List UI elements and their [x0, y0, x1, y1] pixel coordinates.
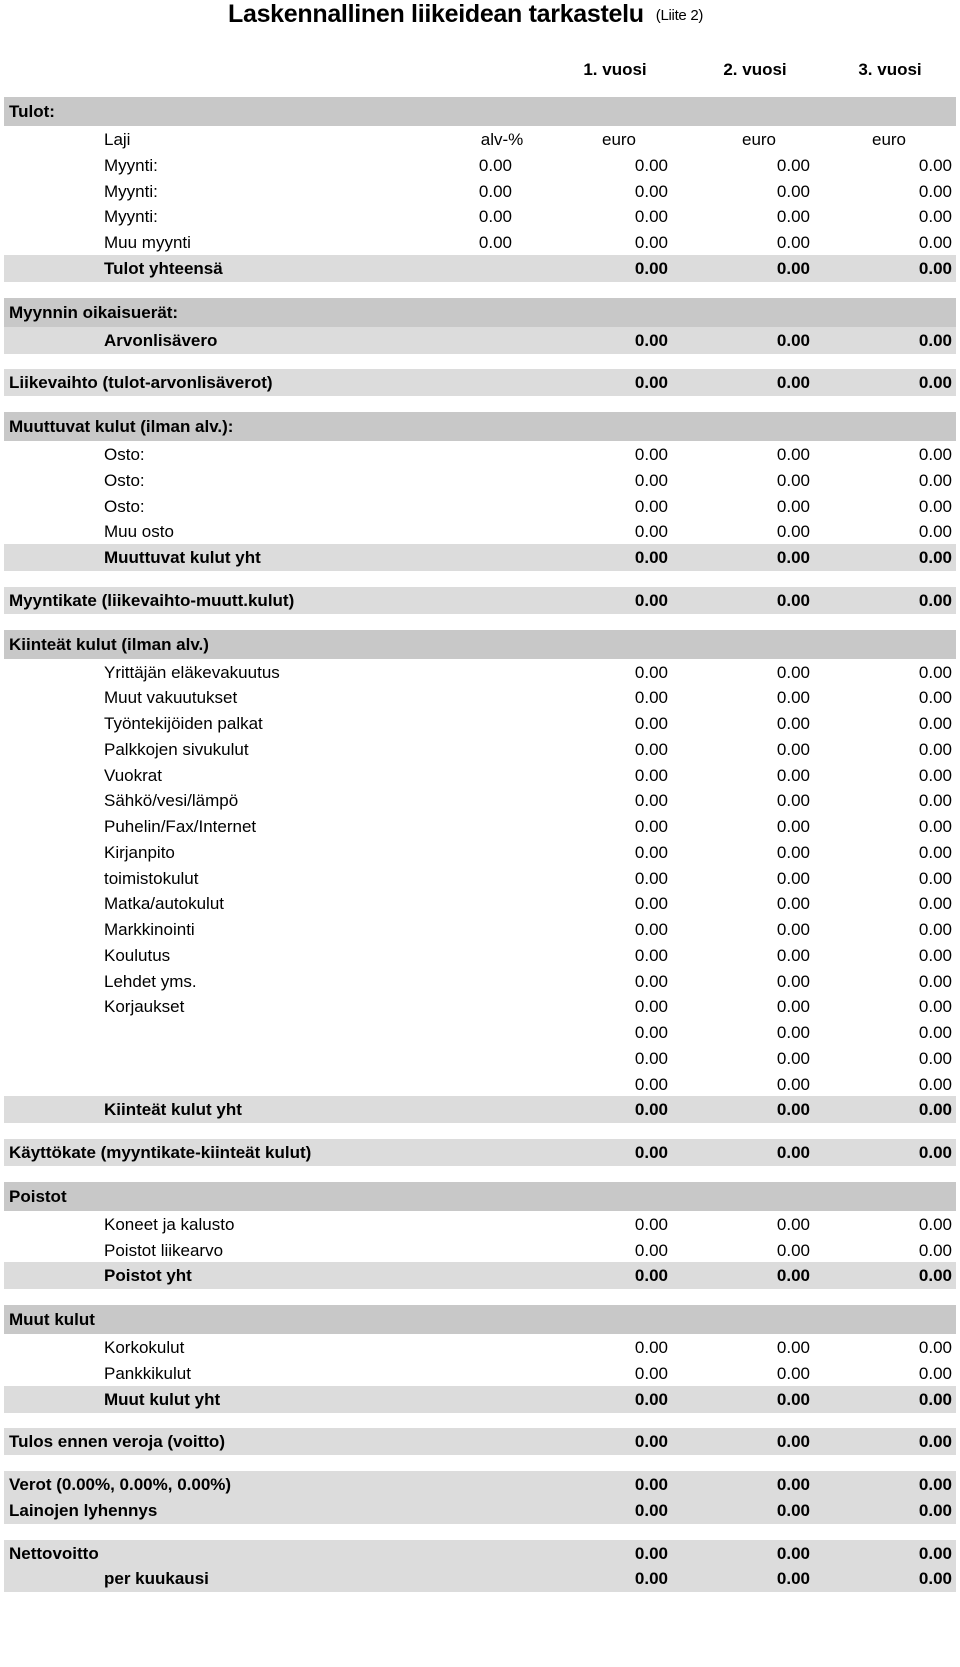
value-cell-year-1: 0.00: [634, 373, 668, 393]
value-cell-year-1: 0.00: [634, 1266, 668, 1286]
table-row: [4, 1565, 956, 1592]
row-label-korkokulut: Korkokulut: [104, 1338, 185, 1357]
value-cell-year-3: 0.00: [918, 765, 952, 785]
row-label-sähkö-vesi-lämpö: Sähkö/vesi/lämpö: [104, 791, 239, 811]
table-row: [4, 327, 956, 354]
value-cell-year-2: 0.00: [776, 1500, 810, 1520]
value-cell-year-2: 0.00: [776, 258, 810, 278]
value-cell-year-2: 0.00: [776, 894, 810, 914]
value-cell-year-1: 0.00: [634, 470, 668, 490]
value-cell-year-3: 0.00: [918, 714, 952, 733]
value-cell-year-3: 0.00: [918, 1240, 952, 1260]
row-label-tulos-ennen-veroja-voitto: Tulos ennen veroja (voitto): [9, 1432, 225, 1452]
value-cell-year-1: 0.00: [634, 1048, 668, 1068]
value-cell-year-3: 0.00: [918, 1500, 952, 1520]
table-row: [4, 518, 956, 545]
value-cell-year-1: 0.00: [634, 181, 668, 201]
value-cell-year-1: 0.00: [634, 1363, 668, 1383]
row-label-muut-kulut: Muut kulut: [9, 1310, 95, 1329]
vat-cell: 0.00: [478, 233, 512, 252]
section-header: [4, 97, 956, 126]
table-row: [4, 942, 956, 969]
table-row: [4, 1045, 956, 1072]
value-cell-year-2: 0.00: [776, 1389, 810, 1409]
table-row: [4, 587, 956, 614]
value-cell-year-1: 0.00: [634, 791, 668, 811]
row-label-kirjanpito: Kirjanpito: [104, 842, 175, 862]
value-cell-year-1: 0.00: [634, 817, 668, 836]
vat-cell: 0.00: [478, 207, 512, 227]
value-cell-year-1: 0.00: [634, 1432, 668, 1452]
row-label-tulot: Tulot:: [9, 102, 55, 121]
table-row: [4, 890, 956, 917]
value-cell-year-2: 0.00: [776, 373, 810, 393]
row-label-verot-0-00-0-00-0-00: Verot (0.00%, 0.00%, 0.00%): [9, 1475, 232, 1494]
table-row: [4, 255, 956, 282]
table-row: [4, 710, 956, 737]
value-cell-year-3: 0.00: [918, 207, 952, 227]
value-cell-year-1: 0.00: [634, 688, 668, 708]
table-row: [4, 865, 956, 892]
year-header-1: 1. vuosi: [583, 60, 647, 79]
value-cell-year-1: 0.00: [634, 1543, 668, 1563]
value-cell-year-1: 0.00: [634, 920, 668, 939]
value-cell-year-2: 0.00: [776, 1363, 810, 1383]
table-row: [4, 839, 956, 866]
value-cell-year-3: 0.00: [918, 662, 952, 682]
value-cell-year-2: 0.00: [776, 868, 810, 888]
value-cell-year-2: 0.00: [776, 1432, 810, 1452]
value-cell-year-2: 0.00: [776, 155, 810, 175]
section-header: [4, 412, 956, 441]
value-cell-year-3: 0.00: [918, 590, 952, 610]
value-cell-year-1: 0.00: [634, 842, 668, 862]
row-label-osto: Osto:: [104, 470, 145, 490]
value-cell-year-1: 0.00: [634, 1475, 668, 1494]
row-label-lehdet-yms: Lehdet yms.: [104, 971, 197, 991]
value-cell-year-3: 0.00: [918, 1432, 952, 1452]
table-row: [4, 736, 956, 763]
value-cell-year-1: 0.00: [634, 1338, 668, 1357]
value-cell-year-3: 0.00: [918, 894, 952, 914]
row-label-muu-osto: Muu osto: [104, 522, 174, 542]
table-row: [4, 659, 956, 686]
section-header: [4, 1305, 956, 1334]
value-cell-year-1: 0.00: [634, 207, 668, 227]
row-label-koneet-ja-kalusto: Koneet ja kalusto: [104, 1214, 235, 1234]
value-cell-year-3: 0.00: [918, 233, 952, 252]
table-row: [4, 441, 956, 468]
year-header-2: 2. vuosi: [723, 60, 787, 79]
table-row: [4, 1334, 956, 1361]
row-label-palkkojen-sivukulut: Palkkojen sivukulut: [104, 739, 249, 759]
row-label-lainojen-lyhennys: Lainojen lyhennys: [9, 1500, 158, 1520]
value-cell-year-2: 0.00: [776, 1100, 810, 1120]
value-cell-year-3: 0.00: [918, 445, 952, 464]
value-cell-year-1: 0.00: [634, 945, 668, 965]
column-header: euro: [741, 130, 777, 149]
value-cell-year-3: 0.00: [918, 330, 952, 350]
value-cell-year-1: 0.00: [634, 894, 668, 914]
table-row: [4, 1386, 956, 1413]
value-cell-year-2: 0.00: [776, 330, 810, 350]
row-label-myynnin-oikaisuerät: Myynnin oikaisuerät:: [9, 302, 179, 322]
value-cell-year-3: 0.00: [918, 1100, 952, 1120]
row-label-matka-autokulut: Matka/autokulut: [104, 894, 225, 914]
row-label-käyttökate-myyntikate-kiinteät-kulut: Käyttökate (myyntikate-kiinteät kulut): [9, 1143, 312, 1162]
table-row: [4, 229, 956, 256]
value-cell-year-3: 0.00: [918, 1048, 952, 1068]
value-cell-year-2: 0.00: [776, 662, 810, 682]
value-cell-year-3: 0.00: [918, 470, 952, 490]
title-text: Laskennallinen liikeidean tarkastelu: [228, 0, 644, 28]
section-header: [4, 1182, 956, 1211]
row-label-muu-myynti: Muu myynti: [104, 233, 191, 252]
value-cell-year-1: 0.00: [634, 765, 668, 785]
row-label-myynti: Myynti:: [104, 181, 158, 201]
value-cell-year-1: 0.00: [634, 1240, 668, 1260]
table-row: [4, 467, 956, 494]
value-cell-year-2: 0.00: [776, 1338, 810, 1357]
value-cell-year-3: 0.00: [918, 1074, 952, 1094]
row-label-muut-vakuutukset: Muut vakuutukset: [104, 688, 238, 708]
table-row: [4, 369, 956, 396]
table-row: [4, 968, 956, 995]
table-row: [4, 1262, 956, 1289]
value-cell-year-2: 0.00: [776, 920, 810, 939]
vat-cell: 0.00: [478, 155, 512, 175]
row-label-puhelin-fax-internet: Puhelin/Fax/Internet: [104, 817, 257, 836]
row-label-koulutus: Koulutus: [104, 945, 171, 965]
table-row: [4, 1096, 956, 1123]
value-cell-year-2: 0.00: [776, 1074, 810, 1094]
value-cell-year-1: 0.00: [634, 1143, 668, 1162]
value-cell-year-1: 0.00: [634, 1569, 668, 1589]
row-label-tulot-yhteensä: Tulot yhteensä: [104, 258, 223, 278]
value-cell-year-3: 0.00: [918, 496, 952, 516]
value-cell-year-1: 0.00: [634, 1214, 668, 1234]
value-cell-year-1: 0.00: [634, 590, 668, 610]
value-cell-year-1: 0.00: [634, 1500, 668, 1520]
row-label-poistot-liikearvo: Poistot liikearvo: [104, 1240, 224, 1260]
value-cell-year-3: 0.00: [918, 1023, 952, 1042]
row-label-arvonlisävero: Arvonlisävero: [104, 330, 218, 350]
value-cell-year-1: 0.00: [634, 155, 668, 175]
table-row: [4, 993, 956, 1020]
table-row: [4, 762, 956, 789]
row-label-poistot: Poistot: [9, 1186, 67, 1206]
table-row: [4, 1237, 956, 1264]
value-cell-year-2: 0.00: [776, 997, 810, 1017]
column-header-row: [4, 126, 956, 153]
table-row: [4, 178, 956, 205]
table-row: [4, 1428, 956, 1455]
row-label-vuokrat: Vuokrat: [104, 765, 162, 785]
value-cell-year-2: 0.00: [776, 1023, 810, 1042]
table-row: [4, 1360, 956, 1387]
row-label-pankkikulut: Pankkikulut: [104, 1363, 191, 1383]
value-cell-year-2: 0.00: [776, 1214, 810, 1234]
table-row: [4, 152, 956, 179]
value-cell-year-1: 0.00: [634, 1023, 668, 1042]
value-cell-year-1: 0.00: [634, 1074, 668, 1094]
row-label-nettovoitto: Nettovoitto: [9, 1543, 99, 1563]
value-cell-year-3: 0.00: [918, 842, 952, 862]
table-row: [4, 787, 956, 814]
table-row: [4, 1540, 956, 1567]
column-label-laji: Laji: [104, 130, 131, 149]
table-row: [4, 493, 956, 520]
value-cell-year-1: 0.00: [634, 258, 668, 278]
value-cell-year-3: 0.00: [918, 1363, 952, 1383]
year-header-3: 3. vuosi: [858, 60, 922, 79]
row-label-osto: Osto:: [104, 496, 145, 516]
value-cell-year-3: 0.00: [918, 373, 952, 393]
column-header: euro: [871, 130, 907, 149]
value-cell-year-3: 0.00: [918, 791, 952, 811]
table-row: [4, 1139, 956, 1166]
value-cell-year-3: 0.00: [918, 997, 952, 1017]
row-label-per-kuukausi: per kuukausi: [104, 1569, 209, 1589]
value-cell-year-2: 0.00: [776, 971, 810, 991]
table-row: [4, 916, 956, 943]
value-cell-year-2: 0.00: [776, 1240, 810, 1260]
value-cell-year-1: 0.00: [634, 868, 668, 888]
value-cell-year-3: 0.00: [918, 1143, 952, 1162]
table-row: [4, 544, 956, 571]
title-note: (Liite 2): [655, 7, 704, 24]
value-cell-year-1: 0.00: [634, 233, 668, 252]
value-cell-year-1: 0.00: [634, 445, 668, 464]
value-cell-year-1: 0.00: [634, 1389, 668, 1409]
vat-cell: 0.00: [478, 181, 512, 201]
row-label-kiinteät-kulut-yht: Kiinteät kulut yht: [104, 1100, 242, 1120]
value-cell-year-2: 0.00: [776, 207, 810, 227]
value-cell-year-2: 0.00: [776, 1143, 810, 1162]
value-cell-year-2: 0.00: [776, 842, 810, 862]
value-cell-year-1: 0.00: [634, 997, 668, 1017]
value-cell-year-3: 0.00: [918, 1475, 952, 1494]
row-label-toimistokulut: toimistokulut: [104, 868, 199, 888]
value-cell-year-2: 0.00: [776, 817, 810, 836]
value-cell-year-2: 0.00: [776, 1266, 810, 1286]
value-cell-year-1: 0.00: [634, 548, 668, 567]
row-label-poistot-yht: Poistot yht: [104, 1266, 192, 1286]
value-cell-year-3: 0.00: [918, 258, 952, 278]
row-label-myyntikate-liikevaihto-muutt-kulut: Myyntikate (liikevaihto-muutt.kulut): [9, 590, 295, 610]
value-cell-year-3: 0.00: [918, 155, 952, 175]
value-cell-year-2: 0.00: [776, 945, 810, 965]
value-cell-year-1: 0.00: [634, 1100, 668, 1120]
value-cell-year-2: 0.00: [776, 548, 810, 567]
row-label-kiinteät-kulut-ilman-alv: Kiinteät kulut (ilman alv.): [9, 634, 209, 654]
table-row: [4, 1019, 956, 1046]
value-cell-year-2: 0.00: [776, 765, 810, 785]
column-header: alv-%: [480, 130, 524, 149]
value-cell-year-2: 0.00: [776, 688, 810, 708]
row-label-muut-kulut-yht: Muut kulut yht: [104, 1389, 221, 1409]
value-cell-year-3: 0.00: [918, 945, 952, 965]
value-cell-year-2: 0.00: [776, 522, 810, 542]
value-cell-year-2: 0.00: [776, 791, 810, 811]
value-cell-year-3: 0.00: [918, 739, 952, 759]
table-row: [4, 203, 956, 230]
section-header: [4, 298, 956, 327]
value-cell-year-1: 0.00: [634, 496, 668, 516]
table-row: [4, 684, 956, 711]
value-cell-year-2: 0.00: [776, 1569, 810, 1589]
row-label-yrittäjän-eläkevakuutus: Yrittäjän eläkevakuutus: [104, 662, 280, 682]
table-row: [4, 1071, 956, 1098]
value-cell-year-3: 0.00: [918, 1389, 952, 1409]
value-cell-year-3: 0.00: [918, 1338, 952, 1357]
value-cell-year-3: 0.00: [918, 920, 952, 939]
value-cell-year-2: 0.00: [776, 1543, 810, 1563]
value-cell-year-3: 0.00: [918, 181, 952, 201]
column-header: euro: [601, 130, 637, 149]
row-label-liikevaihto-tulot-arvonlisäverot: Liikevaihto (tulot-arvonlisäverot): [9, 373, 273, 393]
value-cell-year-1: 0.00: [634, 971, 668, 991]
value-cell-year-2: 0.00: [776, 590, 810, 610]
value-cell-year-2: 0.00: [776, 496, 810, 516]
row-label-myynti: Myynti:: [104, 155, 158, 175]
table-row: [4, 1497, 956, 1524]
row-label-muuttuvat-kulut-yht: Muuttuvat kulut yht: [104, 548, 261, 567]
value-cell-year-2: 0.00: [776, 233, 810, 252]
value-cell-year-3: 0.00: [918, 522, 952, 542]
value-cell-year-3: 0.00: [918, 688, 952, 708]
value-cell-year-1: 0.00: [634, 330, 668, 350]
table-row: [4, 1211, 956, 1238]
row-label-osto: Osto:: [104, 445, 145, 464]
value-cell-year-1: 0.00: [634, 522, 668, 542]
row-label-myynti: Myynti:: [104, 207, 158, 227]
value-cell-year-2: 0.00: [776, 1048, 810, 1068]
value-cell-year-3: 0.00: [918, 548, 952, 567]
value-cell-year-1: 0.00: [634, 714, 668, 733]
table-row: [4, 813, 956, 840]
value-cell-year-1: 0.00: [634, 662, 668, 682]
value-cell-year-3: 0.00: [918, 971, 952, 991]
value-cell-year-2: 0.00: [776, 739, 810, 759]
table-row: [4, 1471, 956, 1498]
row-label-työntekijöiden-palkat: Työntekijöiden palkat: [104, 714, 263, 733]
value-cell-year-2: 0.00: [776, 181, 810, 201]
value-cell-year-3: 0.00: [918, 1543, 952, 1563]
value-cell-year-3: 0.00: [918, 868, 952, 888]
value-cell-year-1: 0.00: [634, 739, 668, 759]
value-cell-year-3: 0.00: [918, 817, 952, 836]
value-cell-year-3: 0.00: [918, 1214, 952, 1234]
page-title: [228, 0, 703, 29]
value-cell-year-2: 0.00: [776, 714, 810, 733]
value-cell-year-3: 0.00: [918, 1266, 952, 1286]
value-cell-year-2: 0.00: [776, 1475, 810, 1494]
row-label-markkinointi: Markkinointi: [104, 920, 195, 939]
value-cell-year-2: 0.00: [776, 445, 810, 464]
value-cell-year-3: 0.00: [918, 1569, 952, 1589]
row-label-muuttuvat-kulut-ilman-alv: Muuttuvat kulut (ilman alv.):: [9, 417, 234, 436]
section-header: [4, 630, 956, 659]
row-label-korjaukset: Korjaukset: [104, 997, 185, 1017]
value-cell-year-2: 0.00: [776, 470, 810, 490]
